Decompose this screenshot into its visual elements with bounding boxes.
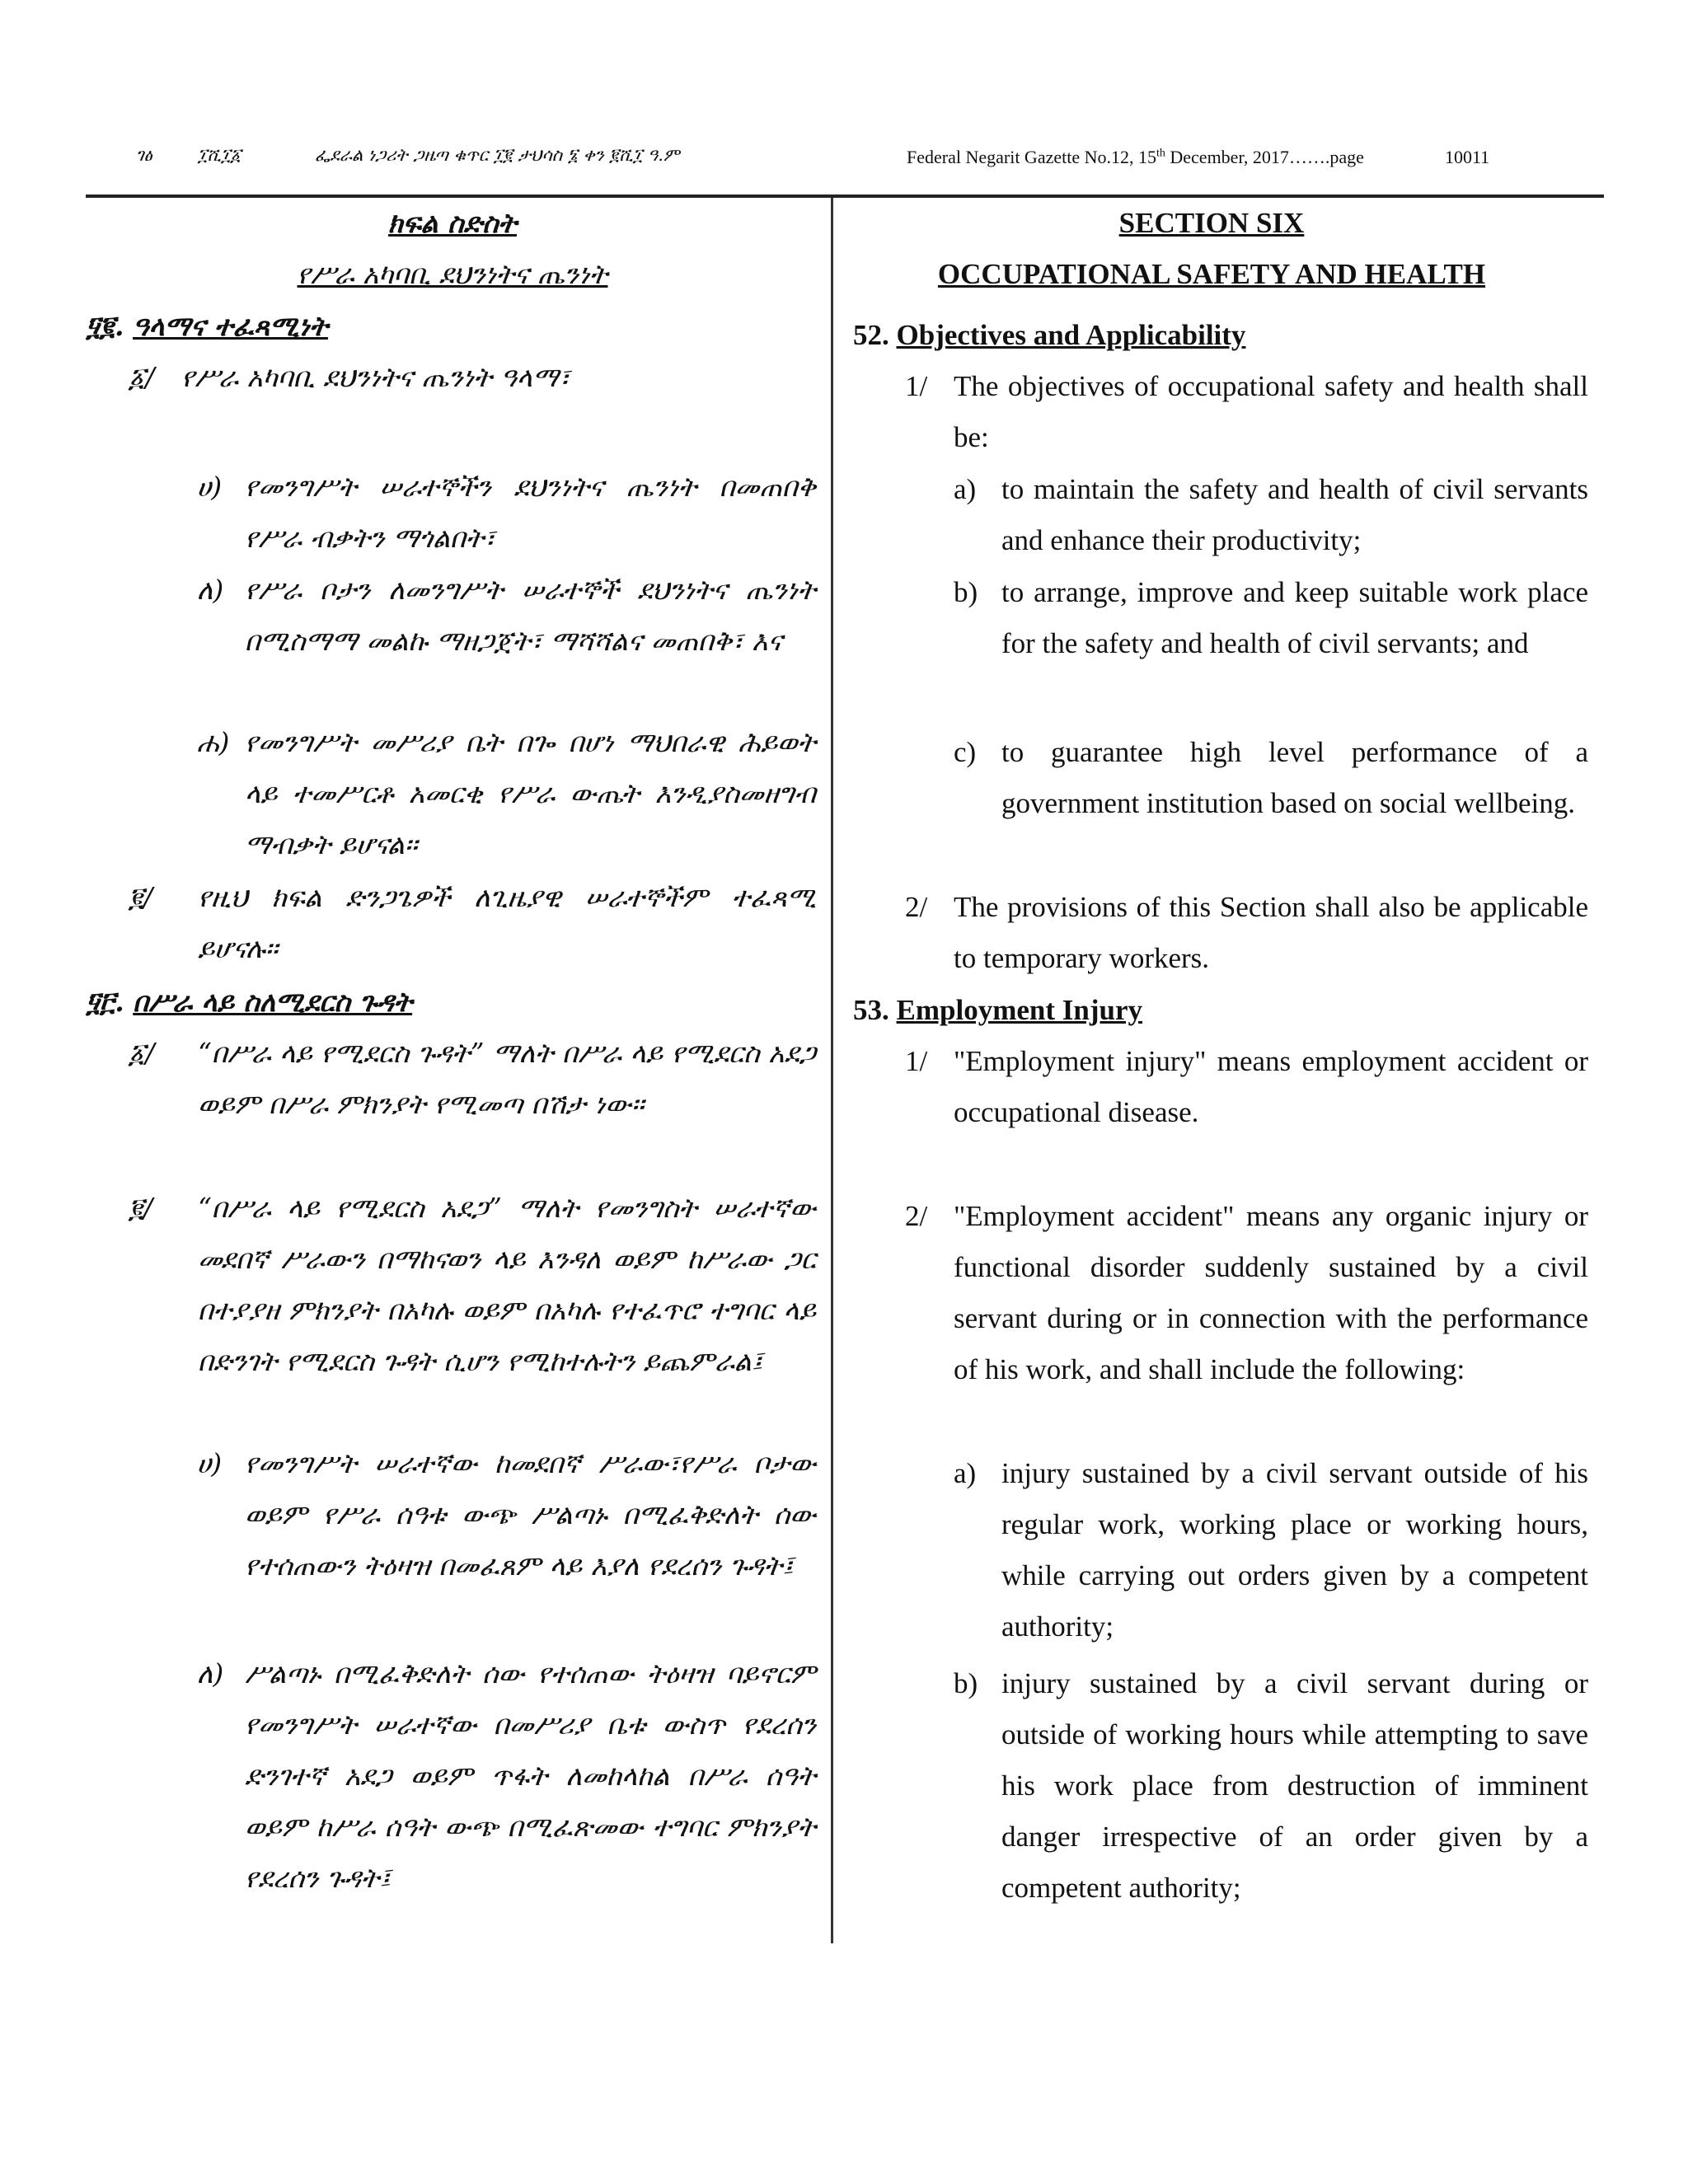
article-52-number-en: 52.	[853, 319, 889, 351]
article-52-heading-en	[853, 310, 1578, 361]
art52-1-number-am: ፩/	[129, 361, 155, 393]
art52-1a-number-en: a)	[954, 473, 977, 505]
header-page-label-am: ገፅ	[136, 145, 152, 165]
art52-2-number-am: ፪/	[129, 881, 153, 913]
art52-2-text-am: የዚህ ክፍል ድንጋጌዎች ለጊዜያዊ ሠራተኞችም ተፈጻሚ ይሆናሉ፡፡	[198, 881, 816, 964]
art52-1c-number-en: c)	[954, 736, 977, 768]
article-53-heading-en	[853, 985, 1578, 1036]
article-53-title-en: Employment Injury	[896, 994, 1142, 1026]
art52-1b-text-en: to arrange, improve and keep suitable work place for the safety and health of civil servants; and	[1001, 576, 1588, 659]
art52-1b-number-am: ለ)	[197, 574, 224, 606]
header-title-en	[907, 147, 1364, 168]
article-53-number-am: ፶፫.	[86, 986, 124, 1018]
art53-2a-text-en: injury sustained by a civil servant outside of his regular work, working place or working hours, while carrying out orders given by a competent authority;	[1001, 1457, 1588, 1643]
art52-1b-number-en: b)	[954, 576, 978, 608]
art53-2-text-en: "Employment accident" means any organic injury or functional disorder suddenly sustained by a civil servant during or in connection with the performance of his work, and shall include the following:	[954, 1200, 1588, 1385]
art52-1-text-am: የሥራ አካባቢ ደህንነትና ጤንነት ዓላማ፣	[181, 361, 570, 393]
art53-2-number-am: ፪/	[129, 1192, 153, 1224]
article-52-title-en: Objectives and Applicability	[896, 319, 1246, 351]
art52-1-text-en: The objectives of occupational safety and health shall be:	[954, 370, 1588, 453]
art52-2-text-en: The provisions of this Section shall also be applicable to temporary workers.	[954, 891, 1588, 974]
art52-1c-text-am: የመንግሥት መሥሪያ ቤት በጐ በሆነ ማህበራዊ ሕይወት ላይ ተመሥርቶ አመርቂ የሥራ ውጤት እንዲያስመዘግብ ማብቃት ይሆናል፡፡	[245, 726, 816, 860]
art52-1a-number-am: ሀ)	[197, 471, 223, 503]
art52-1c-number-am: ሐ)	[197, 726, 230, 758]
header-title-am: ፌደራል ነጋሪት ጋዜጣ ቁጥር ፲፪ ታህሳስ ፮ ቀን ፪ሺ፲ ዓ.ም	[315, 145, 680, 165]
art53-1-text-en: "Employment injury" means employment accident or occupational disease.	[954, 1045, 1588, 1128]
art53-2b-text-en: injury sustained by a civil servant during or outside of working hours while attempting to save his work place from destruction of imminent danger irrespective of an order given by a competent authority;	[1001, 1667, 1588, 1904]
art53-2a-number-am: ሀ)	[197, 1447, 223, 1479]
art53-2a-text-am: የመንግሥት ሠራተኛው ከመደበኛ ሥራው፣የሥራ ቦታው ወይም የሥራ ሰዓቱ ውጭ ሥልጣኑ በሚፈቅድለት ሰው የተሰጠውን ትዕዛዝ በመፈጸም ላይ እያለ የደረሰን ጉዳት፤	[245, 1447, 816, 1582]
art52-1a-text-en: to maintain the safety and health of civil servants and enhance their productivity;	[1001, 473, 1588, 556]
art52-1b-text-am: የሥራ ቦታን ለመንግሥት ሠራተኞች ደህንነትና ጤንነት በሚስማማ መልኩ ማዘጋጀት፣ ማሻሻልና መጠበቅ፣ እና	[245, 574, 816, 657]
art53-2b-number-am: ለ)	[197, 1657, 224, 1690]
section-subtitle-am: የሥራ አካባቢ ደህንነትና ጤንነት	[297, 258, 608, 290]
article-53-number-en: 53.	[853, 994, 889, 1026]
page-header	[0, 145, 1688, 178]
article-52-heading-am	[86, 301, 819, 352]
art52-1-number-en: 1/	[905, 370, 928, 402]
article-52-number-am: ፶፪.	[86, 310, 124, 342]
art53-1-text-am: “በሥራ ላይ የሚደርስ ጉዳት” ማለት በሥራ ላይ የሚደርስ አደጋ ወይም በሥራ ምክንያት የሚመጣ በሽታ ነው፡፡	[198, 1037, 816, 1120]
section-title-en: SECTION SIX	[1118, 207, 1305, 239]
header-title-en-pre: Federal Negarit Gazette No.12, 15	[907, 147, 1156, 167]
art52-2-number-en: 2/	[905, 891, 928, 923]
header-page-number-am: ፲ሺ፲፩	[198, 145, 241, 165]
art53-2a-number-en: a)	[954, 1457, 977, 1489]
article-53-heading-am	[86, 977, 819, 1028]
art53-2b-text-am: ሥልጣኑ በሚፈቅድለት ሰው የተሰጠው ትዕዛዝ ባይኖርም የመንግሥት ሠራተኛው በመሥሪያ ቤቱ ውስጥ የደረሰን ድንገተኛ አደጋ ወይም ጥፋት ለመከላከል በሥራ ሰዓት ወይም ከሥራ ሰዓት ውጭ በሚፈጽመው ተግባር ምክንያት የደረሰን ጉዳት፤	[245, 1657, 816, 1894]
section-title-am: ክፍል ስድስት	[388, 207, 517, 239]
art53-1-number-en: 1/	[905, 1045, 928, 1077]
section-subtitle-en: OCCUPATIONAL SAFETY AND HEALTH	[937, 258, 1486, 290]
header-title-en-sup: th	[1156, 147, 1165, 160]
art53-1-number-am: ፩/	[129, 1037, 155, 1069]
article-52-title-am: ዓላማና ተፈጻሚነት	[133, 310, 328, 342]
art52-1c-text-en: to guarantee high level performance of a government institution based on social wellbeing.	[1001, 736, 1588, 819]
art52-1a-text-am: የመንግሥት ሠራተኞችን ደህንነትና ጤንነት በመጠበቅ የሥራ ብቃትን ማጎልበት፣	[245, 471, 816, 554]
art53-2b-number-en: b)	[954, 1667, 978, 1699]
column-divider	[831, 198, 833, 1943]
article-53-title-am: በሥራ ላይ ስለሚደርስ ጉዳት	[133, 986, 413, 1018]
art53-2-number-en: 2/	[905, 1200, 928, 1232]
art53-2-text-am: “በሥራ ላይ የሚደርስ አደጋ” ማለት የመንግስት ሠራተኛው መደበኛ ሥራውን በማከናወን ላይ እንዳለ ወይም ከሥራው ጋር በተያያዘ ምክንያት በአካሉ ወይም በአካሉ የተፈጥሮ ተግባር ላይ በድንገት የሚደርስ ጉዳት ሲሆን የሚከተሉትን ይጨምራል፤	[198, 1192, 816, 1377]
header-page-number-en: 10011	[1445, 147, 1490, 167]
header-title-en-post: December, 2017…….page	[1165, 147, 1364, 167]
